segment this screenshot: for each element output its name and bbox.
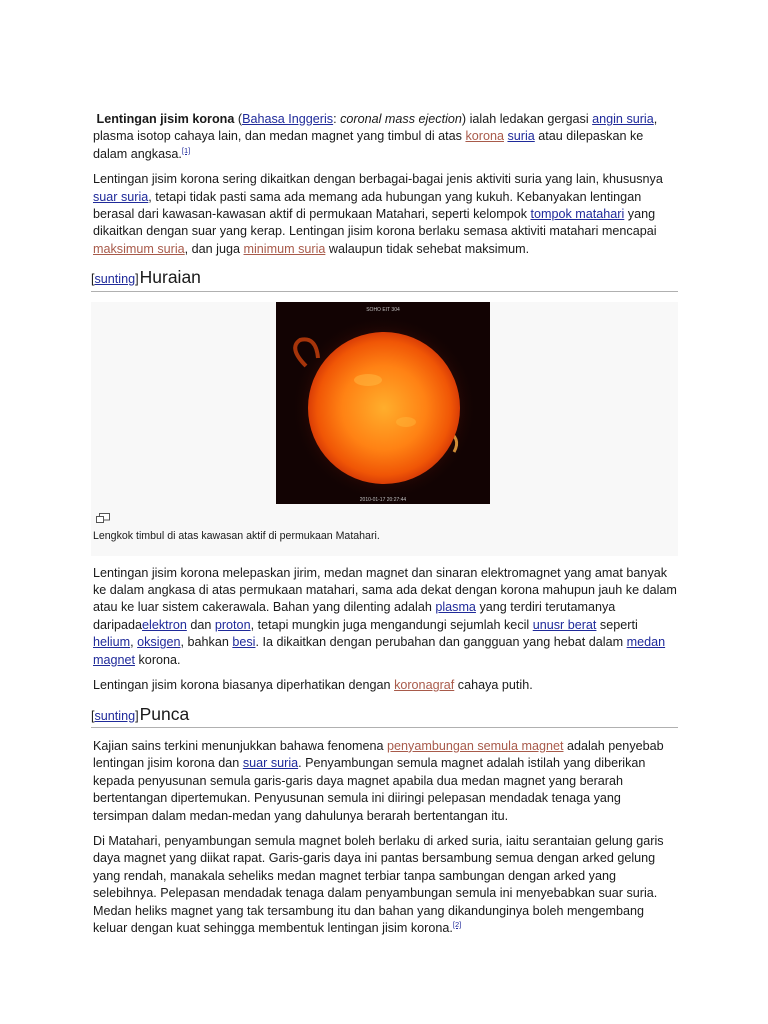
text: adalah penyebab lentingan jisim korona dan	[93, 738, 664, 771]
text: , tetapi tidak pasti sama ada memang ada hubungan yang kukuh. Kebanyakan lentingan berasal dari kawasan-kawasan aktif di permukaan Matahari, seperti kelompok	[93, 189, 642, 222]
text: Kajian sains terkini menunjukkan bahawa fenomena	[93, 738, 388, 753]
link-suar-suria[interactable]: suar suria	[93, 189, 149, 204]
paragraph-5	[93, 738, 678, 825]
link-maksimum-suria[interactable]: maksimum suria	[93, 241, 185, 256]
text: Lentingan jisim korona sering dikaitkan dengan berbagai-bagai jenis aktiviti suria yang lain, khususnya	[93, 172, 663, 187]
sun-image[interactable]	[276, 302, 490, 504]
text: yang dikaitkan dengan suar yang kerap. Lentingan jisim korona berlaku semasa aktiviti matahari mencapai	[93, 207, 657, 239]
link-besi[interactable]: besi	[232, 635, 256, 650]
link-penyambungan-semula-magnet[interactable]: penyambungan semula magnet	[387, 738, 564, 753]
link-tompok-matahari[interactable]: tompok matahari	[530, 207, 625, 222]
text: yang terdiri terutamanya daripada	[93, 600, 616, 632]
link-suar-suria[interactable]: suar suria	[242, 756, 299, 771]
section-title-punca: Punca	[139, 703, 190, 724]
link-suria[interactable]: suria	[507, 129, 535, 144]
paragraph-3	[93, 565, 678, 669]
article-body	[93, 111, 678, 945]
text: ,	[130, 635, 138, 650]
figure-box	[91, 302, 678, 556]
text: walaupun tidak sehebat maksimum.	[325, 241, 530, 256]
paragraph-4	[93, 677, 678, 694]
link-elektron[interactable]: elektron	[142, 617, 187, 632]
reference-1[interactable]: [1]	[181, 145, 191, 155]
link-bahasa-inggeris[interactable]: Bahasa Inggeris	[242, 112, 334, 126]
link-helium[interactable]: helium	[93, 635, 131, 650]
article-term: Lentingan jisim korona	[96, 112, 235, 126]
link-medan-magnet[interactable]: medan magnet	[93, 635, 666, 667]
link-proton[interactable]: proton	[214, 617, 251, 632]
paragraph-2	[93, 171, 678, 258]
edit-section-link: [sunting]	[91, 708, 139, 723]
edit-link-huraian[interactable]: sunting	[94, 272, 136, 287]
text: , dan juga	[184, 241, 244, 256]
image-label-bottom: 2010-01-17 20:27:44	[359, 496, 407, 503]
link-plasma[interactable]: plasma	[435, 600, 476, 615]
text: ) ialah ledakan gergasi	[461, 112, 593, 126]
text: Lentingan jisim korona melepaskan jirim, medan magnet dan sinaran elektromagnet yang amat banyak ke dalam angkasa di atas permukaan matahari, sama ada dekat dengan korona mahupun jauh ke dalam atau ke luar sistem cakerawala. Bahan yang dilenting adalah	[93, 565, 677, 615]
link-minimum-suria[interactable]: minimum suria	[243, 241, 326, 256]
reference-2[interactable]: [2]	[452, 919, 462, 929]
text: , tetapi mungkin juga mengandungi sejumlah kecil	[250, 617, 533, 632]
link-angin-suria[interactable]: angin suria	[592, 112, 654, 126]
text: . Penyambungan semula magnet adalah istilah yang diberikan kepada penyusunan semula garis-garis daya magnet apabila dua medan magnet yang berarah bertentangan dipertemukan. Penyusunan semula ini diiringi pelepasan mendadak tenaga yang tersimpan dalam medan-medan yang dahulunya berarah bertentangan itu.	[93, 756, 646, 823]
section-heading-huraian	[91, 266, 678, 291]
text: dan	[186, 617, 215, 632]
link-unsur-berat[interactable]: unusr berat	[532, 617, 597, 632]
english-term: coronal mass ejection	[340, 112, 462, 126]
edit-section-link: [sunting]	[91, 272, 139, 287]
text: Lentingan jisim korona biasanya diperhatikan dengan	[93, 678, 395, 693]
edit-link-punca[interactable]: sunting	[94, 708, 136, 723]
figure-caption: Lengkok timbul di atas kawasan aktif di permukaan Matahari.	[93, 529, 380, 542]
image-label-top: SOHO EIT 304	[366, 306, 400, 313]
text: . Ia dikaitkan dengan perubahan dan gangguan yang hebat dalam	[255, 635, 627, 650]
section-title-huraian: Huraian	[139, 267, 201, 288]
enlarge-icon[interactable]	[96, 513, 110, 523]
text: , bahkan	[180, 635, 233, 650]
link-oksigen[interactable]: oksigen	[137, 635, 181, 650]
paragraph-6	[93, 833, 678, 937]
text: seperti	[596, 617, 638, 632]
text: , plasma isotop cahaya lain, dan medan magnet yang timbul di atas	[93, 112, 658, 144]
link-koronagraf[interactable]: koronagraf	[394, 678, 455, 693]
text: cahaya putih.	[454, 678, 533, 693]
intro-paragraph: Lentingan jisim korona (Bahasa Inggeris: coronal mass ejection) ialah ledakan gergasi angin suria, plasma isotop cahaya lain, dan medan magnet yang timbul di atas korona suria atau dilepaskan ke dalam angkasa.[1]	[93, 112, 658, 161]
text: korona.	[135, 652, 181, 667]
text: Di Matahari, penyambungan semula magnet boleh berlaku di arked suria, iaitu serantaian gelung garis daya magnet yang diikat rapat. Garis-garis daya ini pantas bersambung semua dengan arked gelung yang rendah, manakala seheliks medan magnet terbiar tanpa sambungan dengan arked yang selebihnya. Pelepasan mendadak tenaga dalam penyambungan semula ini menyebabkan suar suria. Medan heliks magnet yang tak tersambung itu dan bahan yang dikandunginya boleh mengembang keluar dengan kuat sehingga membentuk lentingan jisim korona.	[93, 833, 664, 935]
link-korona[interactable]: korona	[465, 129, 504, 144]
section-heading-punca	[91, 703, 678, 728]
text: atau dilepaskan ke dalam angkasa.	[93, 129, 644, 161]
